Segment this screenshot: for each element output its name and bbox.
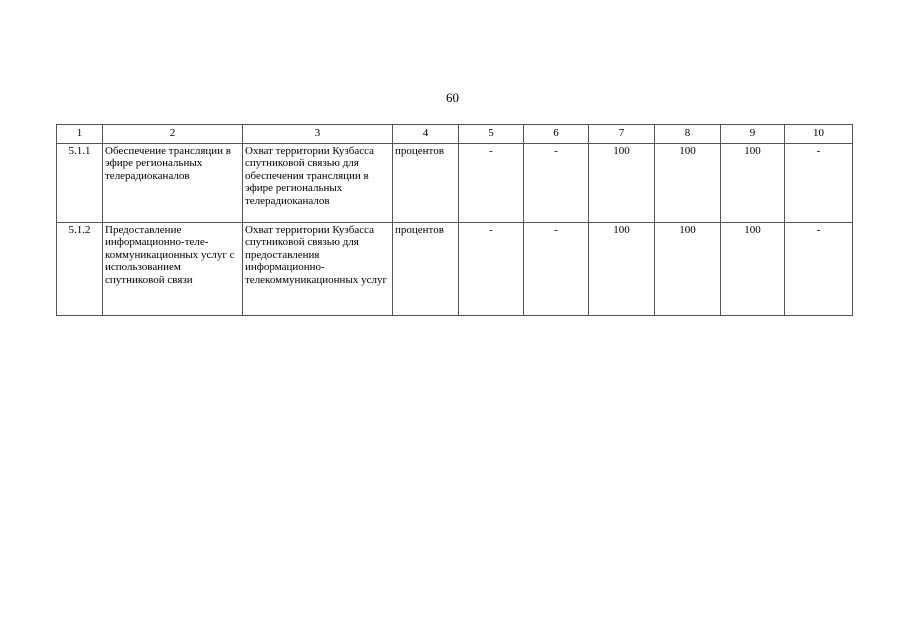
row-code: 5.1.1 [57, 144, 103, 223]
data-table [56, 124, 853, 316]
row-value: 100 [721, 223, 785, 316]
row-value: - [524, 223, 589, 316]
row-value: 100 [721, 144, 785, 223]
column-header: 3 [243, 125, 393, 144]
column-header: 5 [459, 125, 524, 144]
row-unit: процентов [393, 223, 459, 316]
column-header: 8 [655, 125, 721, 144]
column-header: 9 [721, 125, 785, 144]
row-name: Обеспечение трансляции в эфире региональных телерадиоканалов [103, 144, 243, 223]
row-value: - [459, 223, 524, 316]
row-indicator: Охват территории Кузбасса спутниковой связью для предоставления информационно-телекоммуникационных услуг [243, 223, 393, 316]
row-value: - [785, 144, 853, 223]
row-value: - [459, 144, 524, 223]
row-unit: процентов [393, 144, 459, 223]
column-header: 2 [103, 125, 243, 144]
row-value: 100 [655, 144, 721, 223]
row-value: 100 [589, 223, 655, 316]
row-name: Предоставление информационно-теле-коммуникационных услуг с использованием спутниковой связи [103, 223, 243, 316]
column-header: 4 [393, 125, 459, 144]
row-value: - [785, 223, 853, 316]
row-indicator: Охват территории Кузбасса спутниковой связью для обеспечения трансляции в эфире региональных телерадиоканалов [243, 144, 393, 223]
column-header: 1 [57, 125, 103, 144]
row-value: 100 [655, 223, 721, 316]
page-number: 60 [446, 90, 459, 105]
row-value: 100 [589, 144, 655, 223]
header-row [57, 125, 853, 144]
row-code: 5.1.2 [57, 223, 103, 316]
table-row [57, 223, 853, 316]
column-header: 7 [589, 125, 655, 144]
column-header: 10 [785, 125, 853, 144]
column-header: 6 [524, 125, 589, 144]
row-value: - [524, 144, 589, 223]
table-row [57, 144, 853, 223]
